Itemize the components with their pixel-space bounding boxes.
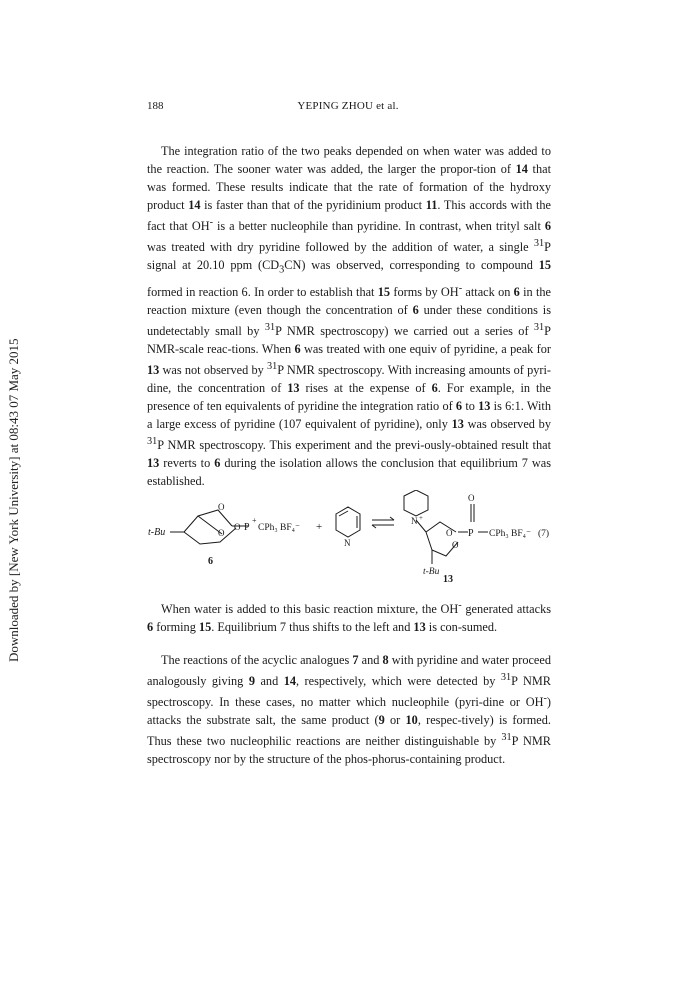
cph3-left: CPh₃ BF₄⁻ — [258, 523, 301, 533]
equilibrium-scheme — [140, 490, 560, 590]
pyridine-n: N — [344, 538, 351, 548]
phosphorus-left: P — [244, 522, 250, 533]
phosphorus-right: P — [468, 528, 474, 539]
compound-label-6: 6 — [208, 556, 213, 567]
compound-label-13: 13 — [443, 574, 453, 585]
paragraph-2: When water is added to this basic reaction mixture, the OH- generated attacks 6 forming 15. Equilibrium 7 thus shifts to the left and 13 is con-sumed. — [147, 600, 551, 635]
cph3-right: CPh₃ BF₄⁻ — [489, 529, 532, 539]
equilibrium-arrows — [372, 517, 394, 528]
tbu-left: t-Bu — [148, 527, 166, 538]
ring-o-2: O — [218, 528, 225, 538]
ring-o-1: O — [218, 502, 225, 512]
pyridine-structure — [336, 507, 360, 537]
compound-13-structure — [404, 490, 488, 564]
equation-number: (7) — [538, 529, 550, 539]
paragraph-3: The reactions of the acyclic analogues 7 and 8 with pyridine and water proceed analogously giving 9 and 14, respectively, which were detected by $^{31}$P NMR spectroscopy. In these cases, no matter which nucleophile (pyri-dine or OH-) attacks the substrate salt, the same product (9 or 10, respec-tively) is formed. Thus these two nucleophilic reactions are neither distinguishable by $^{31}$P NMR spectroscopy nor by the structure of the phos-phorus-containing product. — [147, 653, 551, 767]
page-number: 188 — [147, 100, 164, 112]
charge-right: + — [419, 514, 423, 522]
running-head: YEPING ZHOU et al. — [297, 100, 399, 112]
ring-o-5: O — [452, 540, 459, 550]
ring-o-3: O — [234, 522, 241, 532]
download-note: Downloaded by [New York University] at 08:43 07 May 2015 — [6, 338, 21, 662]
paragraph-1: The integration ratio of the two peaks depended on when water was added to the reaction. The sooner water was added, the larger the propor-tion of 14 that was formed. These results indicate that the rate of formation of the hydroxy product 14 is faster than that of the pyridinium product 11. This accords with the fact that OH- is a better nucleophile than pyridine. In contrast, when trityl salt 6 was treated with dry pyridine followed by the addition of water, a single $^{31}$P signal at 20.10 ppm $(CD_3CN)$ was observed, corresponding to compound 15 formed in reaction 6. In order to establish that 15 forms by OH- attack on 6 in the reaction mixture (even though the concentration of 6 under these conditions is undetectably small by $^{31}$P NMR spectroscopy) we carried out a series of $^{31}$P NMR-scale reac-tions. When 6 was treated with one equiv of pyridine, a peak for 13 was not observed by $^{31}$P NMR spectroscopy. With increasing amounts of pyri-dine, the concentration of 13 rises at the expense of 6. For example, in the presence of ten equivalents of pyridine the integration ratio of 6 to 13 is 6:1. With a large excess of pyridine (107 equivalent of pyridine), only 13 was observed by $^{31}$P NMR spectroscopy. This experiment and the previ-ously-obtained result that 13 reverts to 6 during the isolation allows the conclusion that equilibrium 7 was established. — [147, 144, 552, 489]
ring-o-4: O — [446, 528, 453, 538]
plus-sign: + — [316, 521, 323, 533]
right-n: N — [411, 516, 418, 526]
tbu-right: t-Bu — [423, 567, 440, 577]
phosphoryl-o: O — [468, 493, 475, 503]
charge-left: + — [252, 516, 257, 525]
